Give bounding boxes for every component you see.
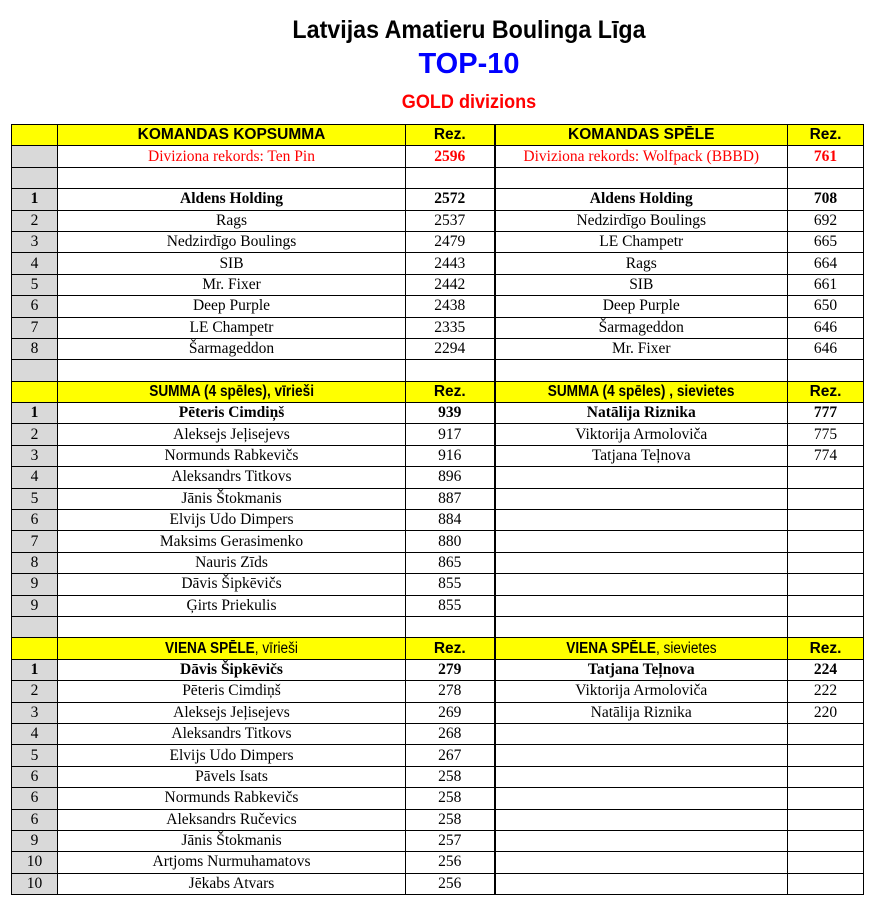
score-cell: 2443 (406, 253, 495, 274)
rank-cell: 6 (12, 510, 58, 531)
name-cell: LE Champetr (495, 231, 788, 252)
name-cell (495, 766, 788, 787)
empty-cell (406, 616, 495, 637)
name-cell: Pēteris Cimdiņš (58, 403, 406, 424)
name-cell (495, 830, 788, 851)
header-rest: , vīrieši (254, 639, 298, 657)
series-row (12, 595, 864, 616)
record-value: 2596 (406, 146, 495, 167)
name-cell: Rags (58, 210, 406, 231)
score-cell: 2438 (406, 296, 495, 317)
name-cell: Viktorija Armoloviča (495, 681, 788, 702)
series-row (12, 445, 864, 466)
rank-cell: 3 (12, 231, 58, 252)
score-cell: 855 (406, 595, 495, 616)
score-cell: 258 (406, 766, 495, 787)
single-game-row (12, 830, 864, 851)
header-text: SUMMA (4 spēles) , sievietes (547, 382, 735, 400)
score-cell: 855 (406, 574, 495, 595)
score-cell: 661 (788, 274, 864, 295)
rank-cell: 7 (12, 317, 58, 338)
rank-cell: 2 (12, 681, 58, 702)
score-cell: 224 (788, 659, 864, 680)
score-cell: 269 (406, 702, 495, 723)
name-cell: Mr. Fixer (495, 338, 788, 359)
empty-cell (788, 616, 864, 637)
rank-cell (12, 146, 58, 167)
name-cell: Dāvis Šipkēvičs (58, 659, 406, 680)
score-cell: 777 (788, 403, 864, 424)
score-cell: 884 (406, 510, 495, 531)
rank-cell: 7 (12, 531, 58, 552)
header-bold: VIENA SPĒLE (165, 639, 255, 657)
series-row (12, 488, 864, 509)
record-label: Diviziona rekords: Wolfpack (BBBD) (495, 146, 788, 167)
left-section-header (58, 381, 406, 402)
header-rest: , sievietes (655, 639, 717, 657)
name-cell: Maksims Gerasimenko (58, 531, 406, 552)
rez-header: Rez. (788, 125, 864, 146)
name-cell: Nedzirdīgo Boulings (495, 210, 788, 231)
score-cell: 256 (406, 852, 495, 873)
top10-table (11, 124, 864, 895)
score-cell: 268 (406, 723, 495, 744)
rank-cell: 9 (12, 595, 58, 616)
score-cell (788, 809, 864, 830)
score-cell (788, 745, 864, 766)
rez-header: Rez. (406, 381, 495, 402)
rank-cell: 2 (12, 424, 58, 445)
name-cell (495, 510, 788, 531)
header-text (566, 639, 716, 659)
name-cell: Deep Purple (495, 296, 788, 317)
name-cell: Elvijs Udo Dimpers (58, 510, 406, 531)
score-cell: 916 (406, 445, 495, 466)
rank-cell: 3 (12, 702, 58, 723)
name-cell: Ģirts Priekulis (58, 595, 406, 616)
score-cell: 2335 (406, 317, 495, 338)
single-game-header-row (12, 638, 864, 659)
name-cell (495, 788, 788, 809)
record-label: Diviziona rekords: Ten Pin (58, 146, 406, 167)
single-game-row (12, 702, 864, 723)
team-row (12, 231, 864, 252)
empty-cell (58, 616, 406, 637)
left-section-header (58, 638, 406, 659)
score-cell (788, 852, 864, 873)
single-game-row (12, 852, 864, 873)
name-cell (495, 595, 788, 616)
rank-cell: 5 (12, 274, 58, 295)
single-game-row (12, 766, 864, 787)
name-cell (495, 531, 788, 552)
score-cell: 665 (788, 231, 864, 252)
name-cell (495, 745, 788, 766)
score-cell: 267 (406, 745, 495, 766)
name-cell: Artjoms Nurmuhamatovs (58, 852, 406, 873)
header-text (165, 639, 298, 659)
rank-cell: 10 (12, 852, 58, 873)
name-cell: Jānis Štokmanis (58, 488, 406, 509)
rez-header: Rez. (406, 638, 495, 659)
teams-header-row (12, 125, 864, 146)
rank-cell: 4 (12, 723, 58, 744)
name-cell: Aleksejs Jeļisejevs (58, 424, 406, 445)
score-cell: 222 (788, 681, 864, 702)
name-cell: Dāvis Šipkēvičs (58, 574, 406, 595)
score-cell (788, 788, 864, 809)
page-title: Latvijas Amatieru Boulinga Līga (292, 16, 646, 44)
series-row (12, 574, 864, 595)
score-cell: 664 (788, 253, 864, 274)
name-cell: Normunds Rabkevičs (58, 788, 406, 809)
team-game-header: KOMANDAS SPĒLE (495, 125, 788, 146)
name-cell (495, 809, 788, 830)
team-row (12, 253, 864, 274)
name-cell: Nauris Zīds (58, 552, 406, 573)
rank-cell: 6 (12, 809, 58, 830)
rank-cell (12, 167, 58, 188)
score-cell: 258 (406, 788, 495, 809)
right-section-header (495, 381, 788, 402)
score-cell: 650 (788, 296, 864, 317)
header-text: SUMMA (4 spēles), vīrieši (149, 382, 314, 400)
rank-cell: 5 (12, 488, 58, 509)
name-cell: Aldens Holding (58, 189, 406, 210)
score-cell: 256 (406, 873, 495, 894)
rez-header: Rez. (788, 638, 864, 659)
score-cell (788, 531, 864, 552)
team-row (12, 317, 864, 338)
series-header-row (12, 381, 864, 402)
score-cell: 774 (788, 445, 864, 466)
empty-cell (58, 360, 406, 381)
score-cell (788, 723, 864, 744)
series-row (12, 403, 864, 424)
rez-header: Rez. (406, 125, 495, 146)
score-cell (788, 595, 864, 616)
score-cell: 646 (788, 317, 864, 338)
division-label: GOLD divizions (401, 92, 537, 113)
empty-cell (495, 616, 788, 637)
name-cell (495, 852, 788, 873)
name-cell: Aleksandrs Ručevics (58, 809, 406, 830)
series-row (12, 467, 864, 488)
rank-cell (12, 616, 58, 637)
name-cell (495, 467, 788, 488)
name-cell: Aldens Holding (495, 189, 788, 210)
rank-cell: 1 (12, 189, 58, 210)
name-cell: Jēkabs Atvars (58, 873, 406, 894)
series-row (12, 531, 864, 552)
single-game-row (12, 659, 864, 680)
name-cell: Viktorija Armoloviča (495, 424, 788, 445)
team-row (12, 210, 864, 231)
score-cell (788, 766, 864, 787)
rank-cell: 6 (12, 788, 58, 809)
score-cell (788, 873, 864, 894)
name-cell (495, 873, 788, 894)
empty-cell (58, 167, 406, 188)
name-cell: Nedzirdīgo Boulings (58, 231, 406, 252)
name-cell: SIB (58, 253, 406, 274)
single-game-row (12, 681, 864, 702)
empty-cell (495, 167, 788, 188)
spacer-row (12, 616, 864, 637)
rank-cell: 1 (12, 659, 58, 680)
spacer-row (12, 360, 864, 381)
record-value: 761 (788, 146, 864, 167)
score-cell: 692 (788, 210, 864, 231)
rank-cell (12, 360, 58, 381)
team-row (12, 338, 864, 359)
name-cell (495, 488, 788, 509)
name-cell: Aleksandrs Titkovs (58, 467, 406, 488)
single-game-row (12, 723, 864, 744)
team-row (12, 189, 864, 210)
rank-cell: 9 (12, 574, 58, 595)
name-cell: Normunds Rabkevičs (58, 445, 406, 466)
rank-cell: 8 (12, 552, 58, 573)
score-cell: 2294 (406, 338, 495, 359)
empty-cell (788, 360, 864, 381)
score-cell (788, 830, 864, 851)
score-cell (788, 488, 864, 509)
score-cell: 775 (788, 424, 864, 445)
empty-cell (495, 360, 788, 381)
rank-cell: 8 (12, 338, 58, 359)
score-cell (788, 467, 864, 488)
score-cell: 257 (406, 830, 495, 851)
team-row (12, 274, 864, 295)
division-record-row (12, 146, 864, 167)
name-cell: Pāvels Isats (58, 766, 406, 787)
empty-cell (406, 360, 495, 381)
name-cell: Šarmageddon (58, 338, 406, 359)
name-cell: Elvijs Udo Dimpers (58, 745, 406, 766)
score-cell: 278 (406, 681, 495, 702)
empty-cell (788, 167, 864, 188)
score-cell: 2537 (406, 210, 495, 231)
rank-cell: 6 (12, 296, 58, 317)
name-cell: Tatjana Teļnova (495, 445, 788, 466)
page-subtitle: TOP-10 (418, 48, 520, 80)
rez-header: Rez. (788, 381, 864, 402)
series-row (12, 552, 864, 573)
score-cell: 646 (788, 338, 864, 359)
rank-cell: 3 (12, 445, 58, 466)
name-cell: Aleksandrs Titkovs (58, 723, 406, 744)
rank-cell: 4 (12, 467, 58, 488)
single-game-row (12, 873, 864, 894)
score-cell (788, 574, 864, 595)
spacer-row (12, 167, 864, 188)
empty-cell (406, 167, 495, 188)
name-cell: Deep Purple (58, 296, 406, 317)
team-row (12, 296, 864, 317)
series-row (12, 424, 864, 445)
score-cell: 865 (406, 552, 495, 573)
score-cell: 939 (406, 403, 495, 424)
name-cell: LE Champetr (58, 317, 406, 338)
name-cell: Natālija Riznika (495, 702, 788, 723)
score-cell: 708 (788, 189, 864, 210)
score-cell: 2479 (406, 231, 495, 252)
rank-cell: 6 (12, 766, 58, 787)
rank-cell: 2 (12, 210, 58, 231)
name-cell (495, 574, 788, 595)
single-game-row (12, 809, 864, 830)
score-cell: 917 (406, 424, 495, 445)
name-cell: SIB (495, 274, 788, 295)
rank-header-cell (12, 381, 58, 402)
score-cell: 2442 (406, 274, 495, 295)
score-cell: 896 (406, 467, 495, 488)
rank-cell: 9 (12, 830, 58, 851)
team-total-header: KOMANDAS KOPSUMMA (58, 125, 406, 146)
name-cell: Šarmageddon (495, 317, 788, 338)
name-cell (495, 723, 788, 744)
single-game-row (12, 788, 864, 809)
score-cell: 2572 (406, 189, 495, 210)
series-row (12, 510, 864, 531)
header-bold: VIENA SPĒLE (566, 639, 656, 657)
rank-header-cell (12, 125, 58, 146)
rank-header-cell (12, 638, 58, 659)
score-cell: 880 (406, 531, 495, 552)
name-cell: Jānis Štokmanis (58, 830, 406, 851)
score-cell: 220 (788, 702, 864, 723)
single-game-row (12, 745, 864, 766)
score-cell: 279 (406, 659, 495, 680)
rank-cell: 1 (12, 403, 58, 424)
name-cell: Natālija Riznika (495, 403, 788, 424)
score-cell (788, 552, 864, 573)
score-cell: 258 (406, 809, 495, 830)
rank-cell: 10 (12, 873, 58, 894)
score-cell (788, 510, 864, 531)
name-cell (495, 552, 788, 573)
rank-cell: 4 (12, 253, 58, 274)
score-cell: 887 (406, 488, 495, 509)
name-cell: Rags (495, 253, 788, 274)
right-section-header (495, 638, 788, 659)
name-cell: Tatjana Teļnova (495, 659, 788, 680)
rank-cell: 5 (12, 745, 58, 766)
name-cell: Aleksejs Jeļisejevs (58, 702, 406, 723)
name-cell: Mr. Fixer (58, 274, 406, 295)
name-cell: Pēteris Cimdiņš (58, 681, 406, 702)
